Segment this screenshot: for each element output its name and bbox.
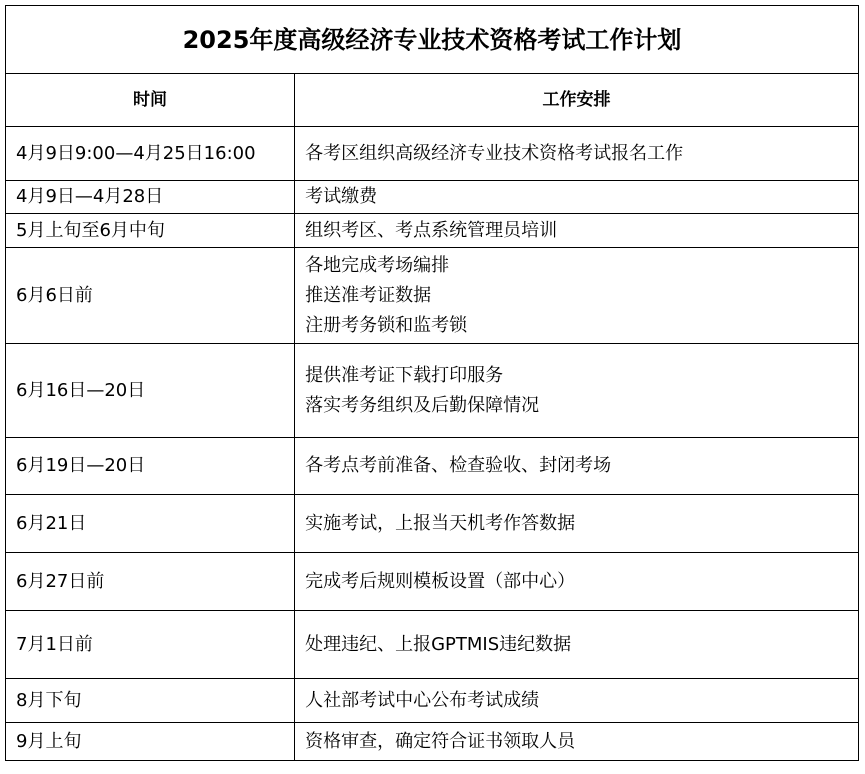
work-item: 各考点考前准备、检查验收、封闭考场 <box>305 455 612 476</box>
work-cell <box>295 495 859 553</box>
time-cell: 6月21日 <box>6 495 295 553</box>
work-item: 提供准考证下载打印服务 <box>305 364 504 386</box>
header-time: 时间 <box>6 74 295 127</box>
table-row <box>6 553 859 611</box>
table-title: 2025年度高级经济专业技术资格考试工作计划 <box>6 6 859 74</box>
time-cell: 7月1日前 <box>6 611 295 679</box>
work-item: 推送准考证数据 <box>305 284 432 306</box>
time-cell: 6月19日—20日 <box>6 438 295 495</box>
work-cell <box>295 723 859 761</box>
work-cell <box>295 438 859 495</box>
table-row <box>6 248 859 344</box>
table-row <box>6 181 859 214</box>
work-cell <box>295 611 859 679</box>
time-cell: 6月6日前 <box>6 248 295 344</box>
work-item: 各地完成考场编排 <box>305 254 450 276</box>
time-cell: 6月16日—20日 <box>6 344 295 438</box>
work-item: 注册考务锁和监考锁 <box>305 314 468 336</box>
time-cell: 5月上旬至6月中旬 <box>6 214 295 248</box>
work-item: 资格审查，确定符合证书领取人员 <box>305 730 576 752</box>
time-cell: 4月9日—4月28日 <box>6 181 295 214</box>
work-item: 人社部考试中心公布考试成绩 <box>305 689 540 711</box>
time-cell: 9月上旬 <box>6 723 295 761</box>
table-row <box>6 611 859 679</box>
work-cell <box>295 553 859 611</box>
table-row <box>6 723 859 761</box>
work-item: 处理违纪、上报GPTMIS违纪数据 <box>305 633 572 655</box>
header-work: 工作安排 <box>295 74 859 127</box>
header-row <box>6 74 859 127</box>
time-cell: 8月下旬 <box>6 679 295 723</box>
work-item: 各考区组织高级经济专业技术资格考试报名工作 <box>305 142 684 164</box>
work-cell <box>295 344 859 438</box>
work-cell <box>295 248 859 344</box>
table-row <box>6 127 859 181</box>
time-cell: 6月27日前 <box>6 553 295 611</box>
work-cell <box>295 679 859 723</box>
time-cell: 4月9日9:00—4月25日16:00 <box>6 127 295 181</box>
work-cell <box>295 181 859 214</box>
work-cell <box>295 127 859 181</box>
exam-plan-table <box>5 5 859 761</box>
table-row <box>6 344 859 438</box>
work-item: 组织考区、考点系统管理员培训 <box>305 219 558 241</box>
table-row <box>6 679 859 723</box>
table-row <box>6 495 859 553</box>
table-row <box>6 214 859 248</box>
work-item: 考试缴费 <box>305 186 378 207</box>
work-item: 实施考试，上报当天机考作答数据 <box>305 512 576 534</box>
work-item: 落实考务组织及后勤保障情况 <box>305 394 540 416</box>
work-cell <box>295 214 859 248</box>
title-row <box>6 6 859 74</box>
work-item: 完成考后规则模板设置（部中心） <box>305 570 576 592</box>
table-row <box>6 438 859 495</box>
